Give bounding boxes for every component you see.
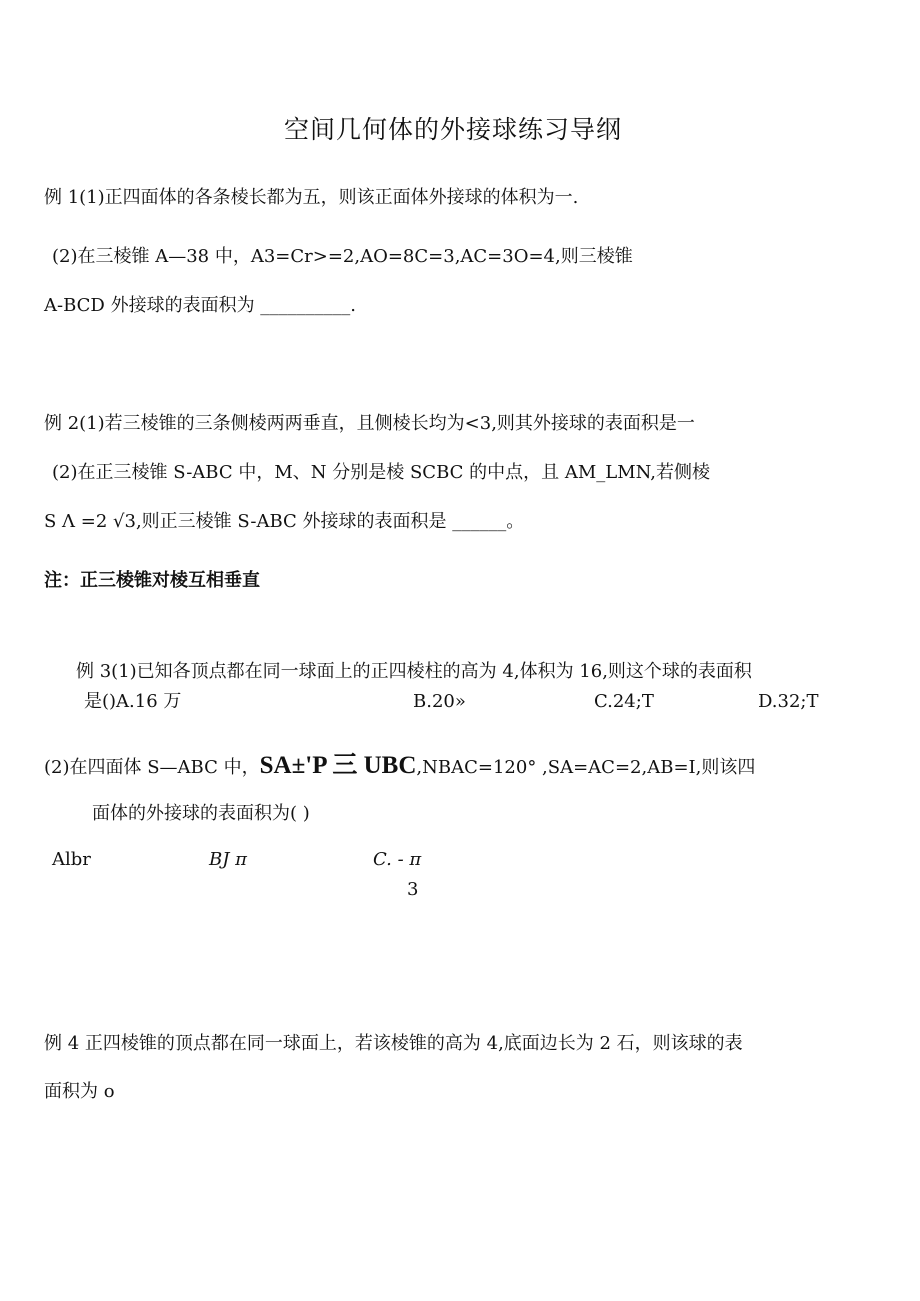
example-4-part-1: 例 4 正四棱锥的顶点都在同一球面上，若该棱锥的高为 4,底面边长为 2 石，则该球的表 <box>44 1033 743 1054</box>
example-2-part-2: (2)在正三棱锥 S-ABC 中，M、N 分别是棱 SCBC 的中点，且 AM_LMN,若侧棱 <box>52 462 710 483</box>
example-1-part-1: 例 1(1)正四面体的各条棱长都为五，则该正面体外接球的体积为一. <box>44 187 579 208</box>
question-2-suffix: ,NBAC=120° ,SA=AC=2,AB=I,则该四 <box>416 757 756 778</box>
page-title: 空间几何体的外接球练习导纲 <box>284 115 623 144</box>
example-2-part-3: S Λ =2 √3,则正三棱锥 S-ABC 外接球的表面积是 ______。 <box>44 511 525 532</box>
example-3-option-a: 是()A.16 万 <box>84 691 182 712</box>
example-3-question-2 <box>44 754 755 780</box>
example-3-option-b: B.20» <box>413 691 466 712</box>
example-3-question-2-line-2: 面体的外接球的表面积为( ) <box>92 803 310 824</box>
example-4-part-2: 面积为 o <box>44 1081 115 1102</box>
example-3-part-1: 例 3(1)已知各顶点都在同一球面上的正四棱柱的高为 4,体积为 16,则这个球的表面积 <box>76 661 752 682</box>
example-1-part-2: (2)在三棱锥 A—38 中，A3=Cr>=2,AO=8C=3,AC=3O=4,则三棱锥 <box>52 246 633 267</box>
example-3-option-d: D.32;T <box>758 691 819 712</box>
question-2-option-a: Albr <box>52 849 91 870</box>
example-1-part-3: A-BCD 外接球的表面积为 __________. <box>44 295 357 316</box>
fraction-denominator: 3 <box>407 879 419 900</box>
example-2-part-1: 例 2(1)若三棱锥的三条侧棱两两垂直，且侧棱长均为<3,则其外接球的表面积是一 <box>44 413 695 434</box>
question-2-option-c: C. - π <box>373 849 422 870</box>
question-2-formula: SA±'P 三 UBC <box>259 752 417 779</box>
note: 注：正三棱锥对棱互相垂直 <box>44 570 260 591</box>
question-2-prefix: (2)在四面体 S—ABC 中， <box>44 757 260 778</box>
example-3-option-c: C.24;T <box>594 691 654 712</box>
question-2-option-b: BJ π <box>209 849 247 870</box>
